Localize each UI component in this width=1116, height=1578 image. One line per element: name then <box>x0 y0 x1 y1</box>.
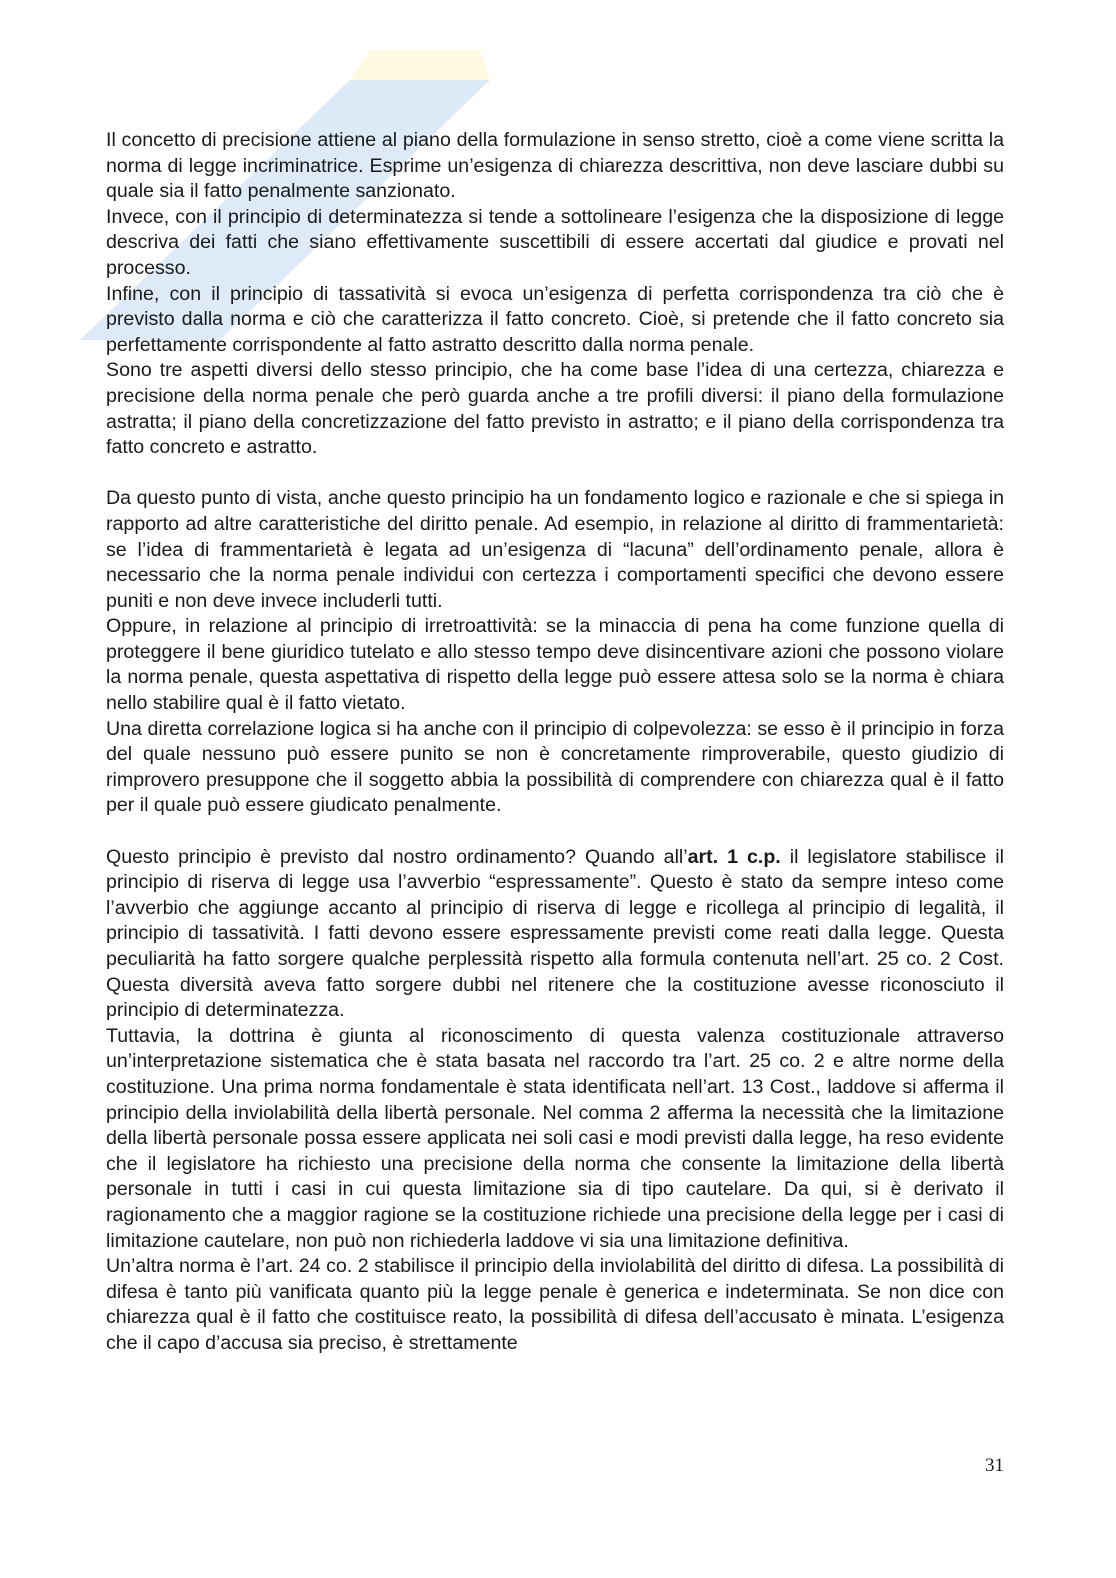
page-number: 31 <box>985 1455 1004 1476</box>
paragraph-art-1-cp <box>106 845 1004 1024</box>
paragraph-gap <box>106 461 1004 487</box>
document-body <box>106 128 1004 1357</box>
bold-reference: art. 1 c.p. <box>687 845 781 868</box>
paragraph-determinatezza: Invece, con il principio di determinatezza si tende a sottolineare l’esigenza che la disposizione di legge descriva dei fatti che siano effettivamente suscettibili di essere accertati dal giudice e provati nel processo. <box>106 205 1004 279</box>
paragraph-colpevolezza: Una diretta correlazione logica si ha anche con il principio di colpevolezza: se esso è il principio in forza del quale nessuno può essere punito se non è concretamente rimproverabile, questo giudizio di rimprovero presuppone che il soggetto abbia la possibilità di comprendere con chiarezza qual è il fatto per il quale può essere giudicato penalmente. <box>106 717 1004 817</box>
paragraph-tassativita: Infine, con il principio di tassatività si evoca un’esigenza di perfetta corrispondenza tra ciò che è previsto dalla norma e ciò che caratterizza il fatto concreto. Cioè, si pretende che il fatto concreto sia perfettamente corrispondente al fatto astratto descritto dalla norma penale. <box>106 282 1004 356</box>
text-segment: il legislatore stabilisce il principio di riserva di legge usa l’avverbio “espressamente”. Questo è stato da sempre inteso come l’avverbio che aggiunge accanto al principio di riserva di legge e ricollega al principio di legalità, il principio di tassatività. I fatti devono essere espressamente previsti come reati dalla legge. Questa peculiarità ha fatto sorgere qualche perplessità rispetto alla formula contenuta nell’art. 25 co. 2 Cost. Questa diversità aveva fatto sorgere dubbi nel ritenere che la costituzione avesse riconosciuto il principio di determinatezza. <box>106 845 1004 1022</box>
text-segment: Questo principio è previsto dal nostro ordinamento? Quando all’ <box>106 845 688 868</box>
paragraph-art-13-cost: Tuttavia, la dottrina è giunta al riconoscimento di questa valenza costituzionale attraverso un’interpretazione sistematica che è stata basata nel raccordo tra l’art. 25 co. 2 e altre norme della costituzione. Una prima norma fondamentale è stata identificata nell’art. 13 Cost., laddove si afferma il principio della inviolabilità della libertà personale. Nel comma 2 afferma la necessità che la limitazione della libertà personale possa essere applicata nei soli casi e modi previsti dalla legge, ha reso evidente che il legislatore ha richiesto una precisione della norma che consente la limitazione della libertà personale in tutti i casi in cui questa limitazione sia di tipo cautelare. Da qui, si è derivato il ragionamento che a maggior ragione se la costituzione richiede una precisione della legge per i casi di limitazione cautelare, non può non richiederla laddove vi sia una limitazione definitiva. <box>106 1024 1004 1252</box>
paragraph-art-24-cost: Un’altra norma è l’art. 24 co. 2 stabilisce il principio della inviolabilità del diritto di difesa. La possibilità di difesa è tanto più vanificata quanto più la legge penale è generica e indeterminata. Se non dice con chiarezza qual è il fatto che costituisce reato, la possibilità di difesa dell’accusato è minata. L’esigenza che il capo d’accusa sia preciso, è strettamente <box>106 1255 1004 1354</box>
paragraph-gap <box>106 819 1004 845</box>
paragraph-irretroattivita: Oppure, in relazione al principio di irretroattività: se la minaccia di pena ha come funzione quella di proteggere il bene giuridico tutelato e allo stesso tempo deve disincentivare azioni che possono violare la norma penale, questa aspettativa di rispetto della legge può essere attesa solo se la norma è chiara nello stabilire qual è il fatto vietato. <box>106 615 1004 715</box>
paragraph-fondamento-logico: Da questo punto di vista, anche questo principio ha un fondamento logico e razionale e che si spiega in rapporto ad altre caratteristiche del diritto penale. Ad esempio, in relazione al diritto di frammentarietà: se l’idea di frammentarietà è legata ad un’esigenza di “lacuna” dell’ordinamento penale, allora è necessario che la norma penale individui con certezza i comportamenti specifici che devono essere puniti e non deve invece includerli tutti. <box>106 487 1004 612</box>
paragraph-precisione: Il concetto di precisione attiene al piano della formulazione in senso stretto, cioè a come viene scritta la norma di legge incriminatrice. Esprime un’esigenza di chiarezza descrittiva, non deve lasciare dubbi su quale sia il fatto penalmente sanzionato. <box>106 129 1004 203</box>
paragraph-tre-aspetti: Sono tre aspetti diversi dello stesso principio, che ha come base l’idea di una certezza, chiarezza e precisione della norma penale che però guarda anche a tre profili diversi: il piano della formulazione astratta; il piano della concretizzazione del fatto previsto in astratto; e il piano della corrispondenza tra fatto concreto e astratto. <box>106 359 1004 459</box>
